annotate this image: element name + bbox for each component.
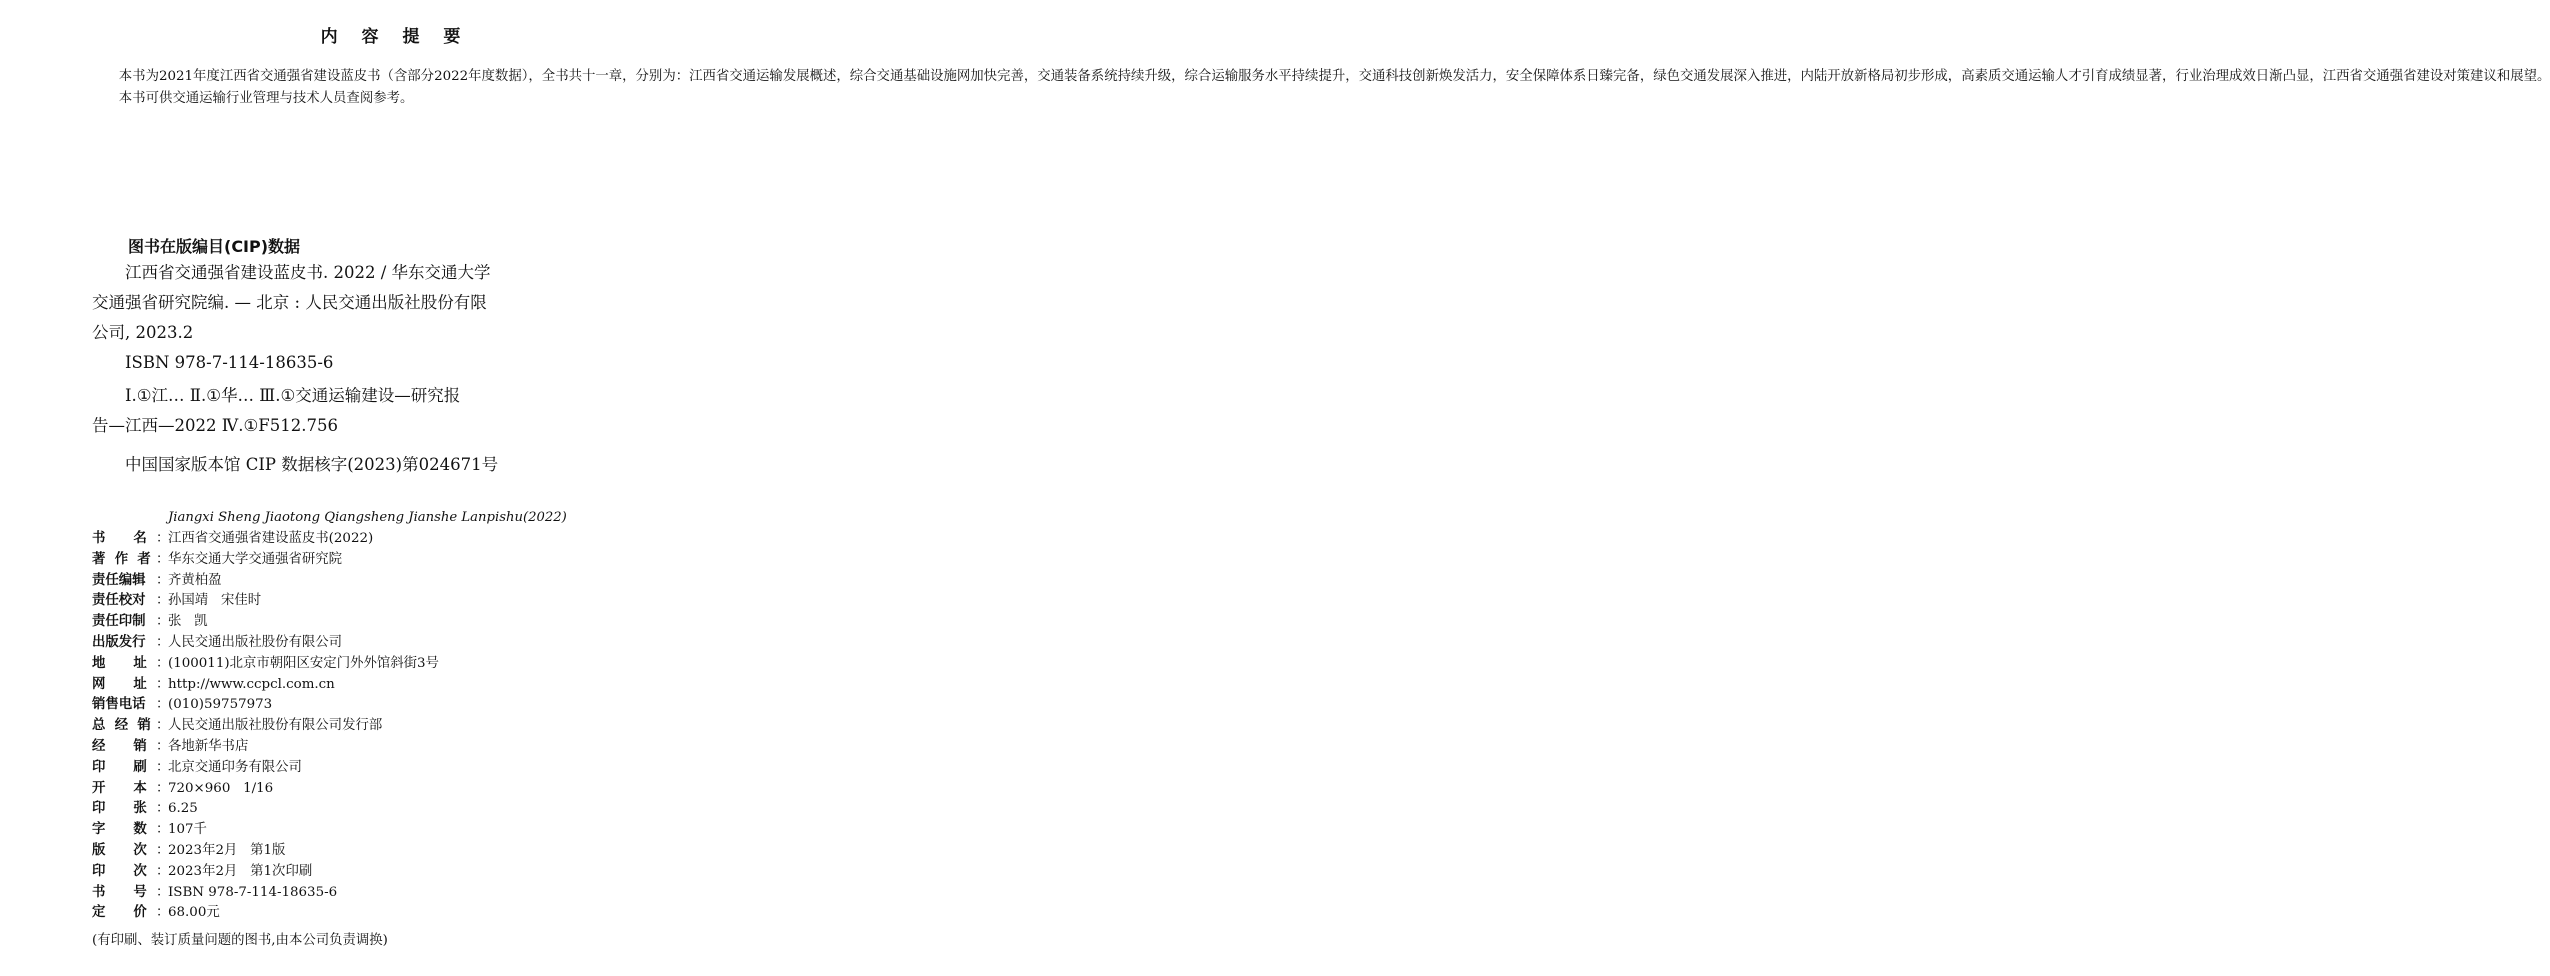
- cip-line: 公司, 2023.2: [92, 323, 194, 342]
- info-row: 书 名 ： 江西省交通强省建设蓝皮书(2022): [92, 529, 439, 550]
- info-label: 书 号: [92, 884, 147, 900]
- info-row: 印 张 ： 6.25: [92, 799, 439, 820]
- cip-heading: 图书在版编目(CIP)数据: [128, 237, 301, 256]
- info-row: 定 价 ： 68.00元: [92, 903, 439, 924]
- quality-note: (有印刷、装订质量问题的图书,由本公司负责调换): [92, 933, 388, 948]
- info-label: 字 数: [92, 822, 147, 838]
- info-row: 责任校对 ： 孙国靖 宋佳时: [92, 591, 439, 612]
- info-value: 江西省交通强省建设蓝皮书(2022): [168, 531, 374, 546]
- info-label: 印 次: [92, 863, 147, 879]
- info-value: 2023年2月 第1版: [168, 842, 286, 858]
- info-row: 印 刷 ： 北京交通印务有限公司: [92, 758, 439, 779]
- info-value: 6.25: [168, 801, 198, 817]
- info-label: 地 址: [92, 655, 147, 671]
- cip-library-record: [92, 450, 572, 480]
- info-label: 印 张: [92, 801, 147, 817]
- info-value: 720×960 1/16: [168, 780, 274, 796]
- info-label: 定 价: [92, 905, 147, 921]
- cip-library-line: 中国国家版本馆 CIP 数据核字(2023)第024671号: [125, 455, 499, 474]
- publication-info: [92, 529, 439, 924]
- cip-block: [92, 258, 572, 378]
- info-label: 总 经 销: [92, 718, 151, 734]
- info-label: 著 作 者: [92, 551, 151, 567]
- info-value: 人民交通出版社股份有限公司: [168, 634, 343, 650]
- info-value: http://www.ccpcl.com.cn: [168, 676, 335, 692]
- info-row: 网 址 ： http://www.ccpcl.com.cn: [92, 675, 439, 696]
- info-label: 版 次: [92, 842, 147, 858]
- info-label: 责任校对: [92, 593, 146, 609]
- cip-classification: [92, 381, 572, 441]
- info-label: 书 名: [92, 531, 147, 546]
- info-value: ISBN 978-7-114-18635-6: [168, 884, 338, 900]
- info-row: 版 次 ： 2023年2月 第1版: [92, 841, 439, 862]
- info-value: 2023年2月 第1次印刷: [168, 863, 313, 879]
- info-row: 责任编辑 ： 齐黄柏盈: [92, 571, 439, 592]
- page-title: 内 容 提 要: [320, 27, 470, 47]
- info-value: (010)59757973: [168, 697, 273, 713]
- info-value: 张 凯: [168, 614, 208, 630]
- info-value: 68.00元: [168, 905, 220, 921]
- info-value: 齐黄柏盈: [168, 572, 222, 588]
- info-label: 网 址: [92, 676, 147, 692]
- info-row: 书 号 ： ISBN 978-7-114-18635-6: [92, 883, 439, 904]
- info-row: 地 址 ： (100011)北京市朝阳区安定门外外馆斜街3号: [92, 654, 439, 675]
- info-label: 责任编辑: [92, 572, 146, 588]
- pinyin-title: Jiangxi Sheng Jiaotong Qiangsheng Jianshe Lanpishu(2022): [168, 510, 567, 525]
- info-value: (100011)北京市朝阳区安定门外外馆斜街3号: [168, 655, 439, 671]
- info-label: 开 本: [92, 780, 147, 796]
- info-row: 销售电话 ： (010)59757973: [92, 695, 439, 716]
- info-label: 经 销: [92, 738, 147, 754]
- info-value: 华东交通大学交通强省研究院: [168, 551, 343, 567]
- info-value: 孙国靖 宋佳时: [168, 593, 262, 609]
- abstract-paragraph: 本书可供交通运输行业管理与技术人员查阅参考。: [118, 90, 414, 106]
- info-label: 责任印制: [92, 614, 146, 630]
- cip-line: 江西省交通强省建设蓝皮书. 2022 / 华东交通大学: [125, 263, 491, 282]
- abstract-section: [92, 66, 2550, 109]
- info-row: 责任印制 ： 张 凯: [92, 612, 439, 633]
- cip-class-line: Ⅰ.①江… Ⅱ.①华… Ⅲ.①交通运输建设—研究报: [125, 386, 461, 405]
- cip-isbn: ISBN 978-7-114-18635-6: [125, 353, 334, 372]
- info-value: 北京交通印务有限公司: [168, 759, 302, 775]
- info-label: 出版发行: [92, 634, 146, 650]
- info-value: 人民交通出版社股份有限公司发行部: [168, 718, 383, 734]
- info-row: 印 次 ： 2023年2月 第1次印刷: [92, 862, 439, 883]
- abstract-paragraph: 本书为2021年度江西省交通强省建设蓝皮书（含部分2022年度数据），全书共十一章，分别为：江西省交通运输发展概述，综合交通基础设施网加快完善，交通装备系统持续升级，综合运输服务水平持续提升，交通科技创新焕发活力，安全保障体系日臻完备，绿色交通发展深入推进，内陆开放新格局初步形成，高素质交通运输人才引育成绩显著，行业治理成效日渐凸显，江西省交通强省建设对策建议和展望。: [118, 69, 2550, 84]
- info-label: 销售电话: [92, 697, 146, 713]
- info-row: 开 本 ： 720×960 1/16: [92, 779, 439, 800]
- info-row: 字 数 ： 107千: [92, 820, 439, 841]
- info-label: 印 刷: [92, 759, 147, 775]
- info-row: 出版发行 ： 人民交通出版社股份有限公司: [92, 633, 439, 654]
- info-row: 总 经 销 ： 人民交通出版社股份有限公司发行部: [92, 716, 439, 737]
- info-value: 107千: [168, 822, 207, 838]
- cip-line: 交通强省研究院编. — 北京 : 人民交通出版社股份有限: [92, 293, 487, 312]
- info-row: 经 销 ： 各地新华书店: [92, 737, 439, 758]
- info-row: 著 作 者 ： 华东交通大学交通强省研究院: [92, 550, 439, 571]
- info-value: 各地新华书店: [168, 738, 249, 754]
- cip-class-line: 告—江西—2022 Ⅳ.①F512.756: [92, 416, 338, 435]
